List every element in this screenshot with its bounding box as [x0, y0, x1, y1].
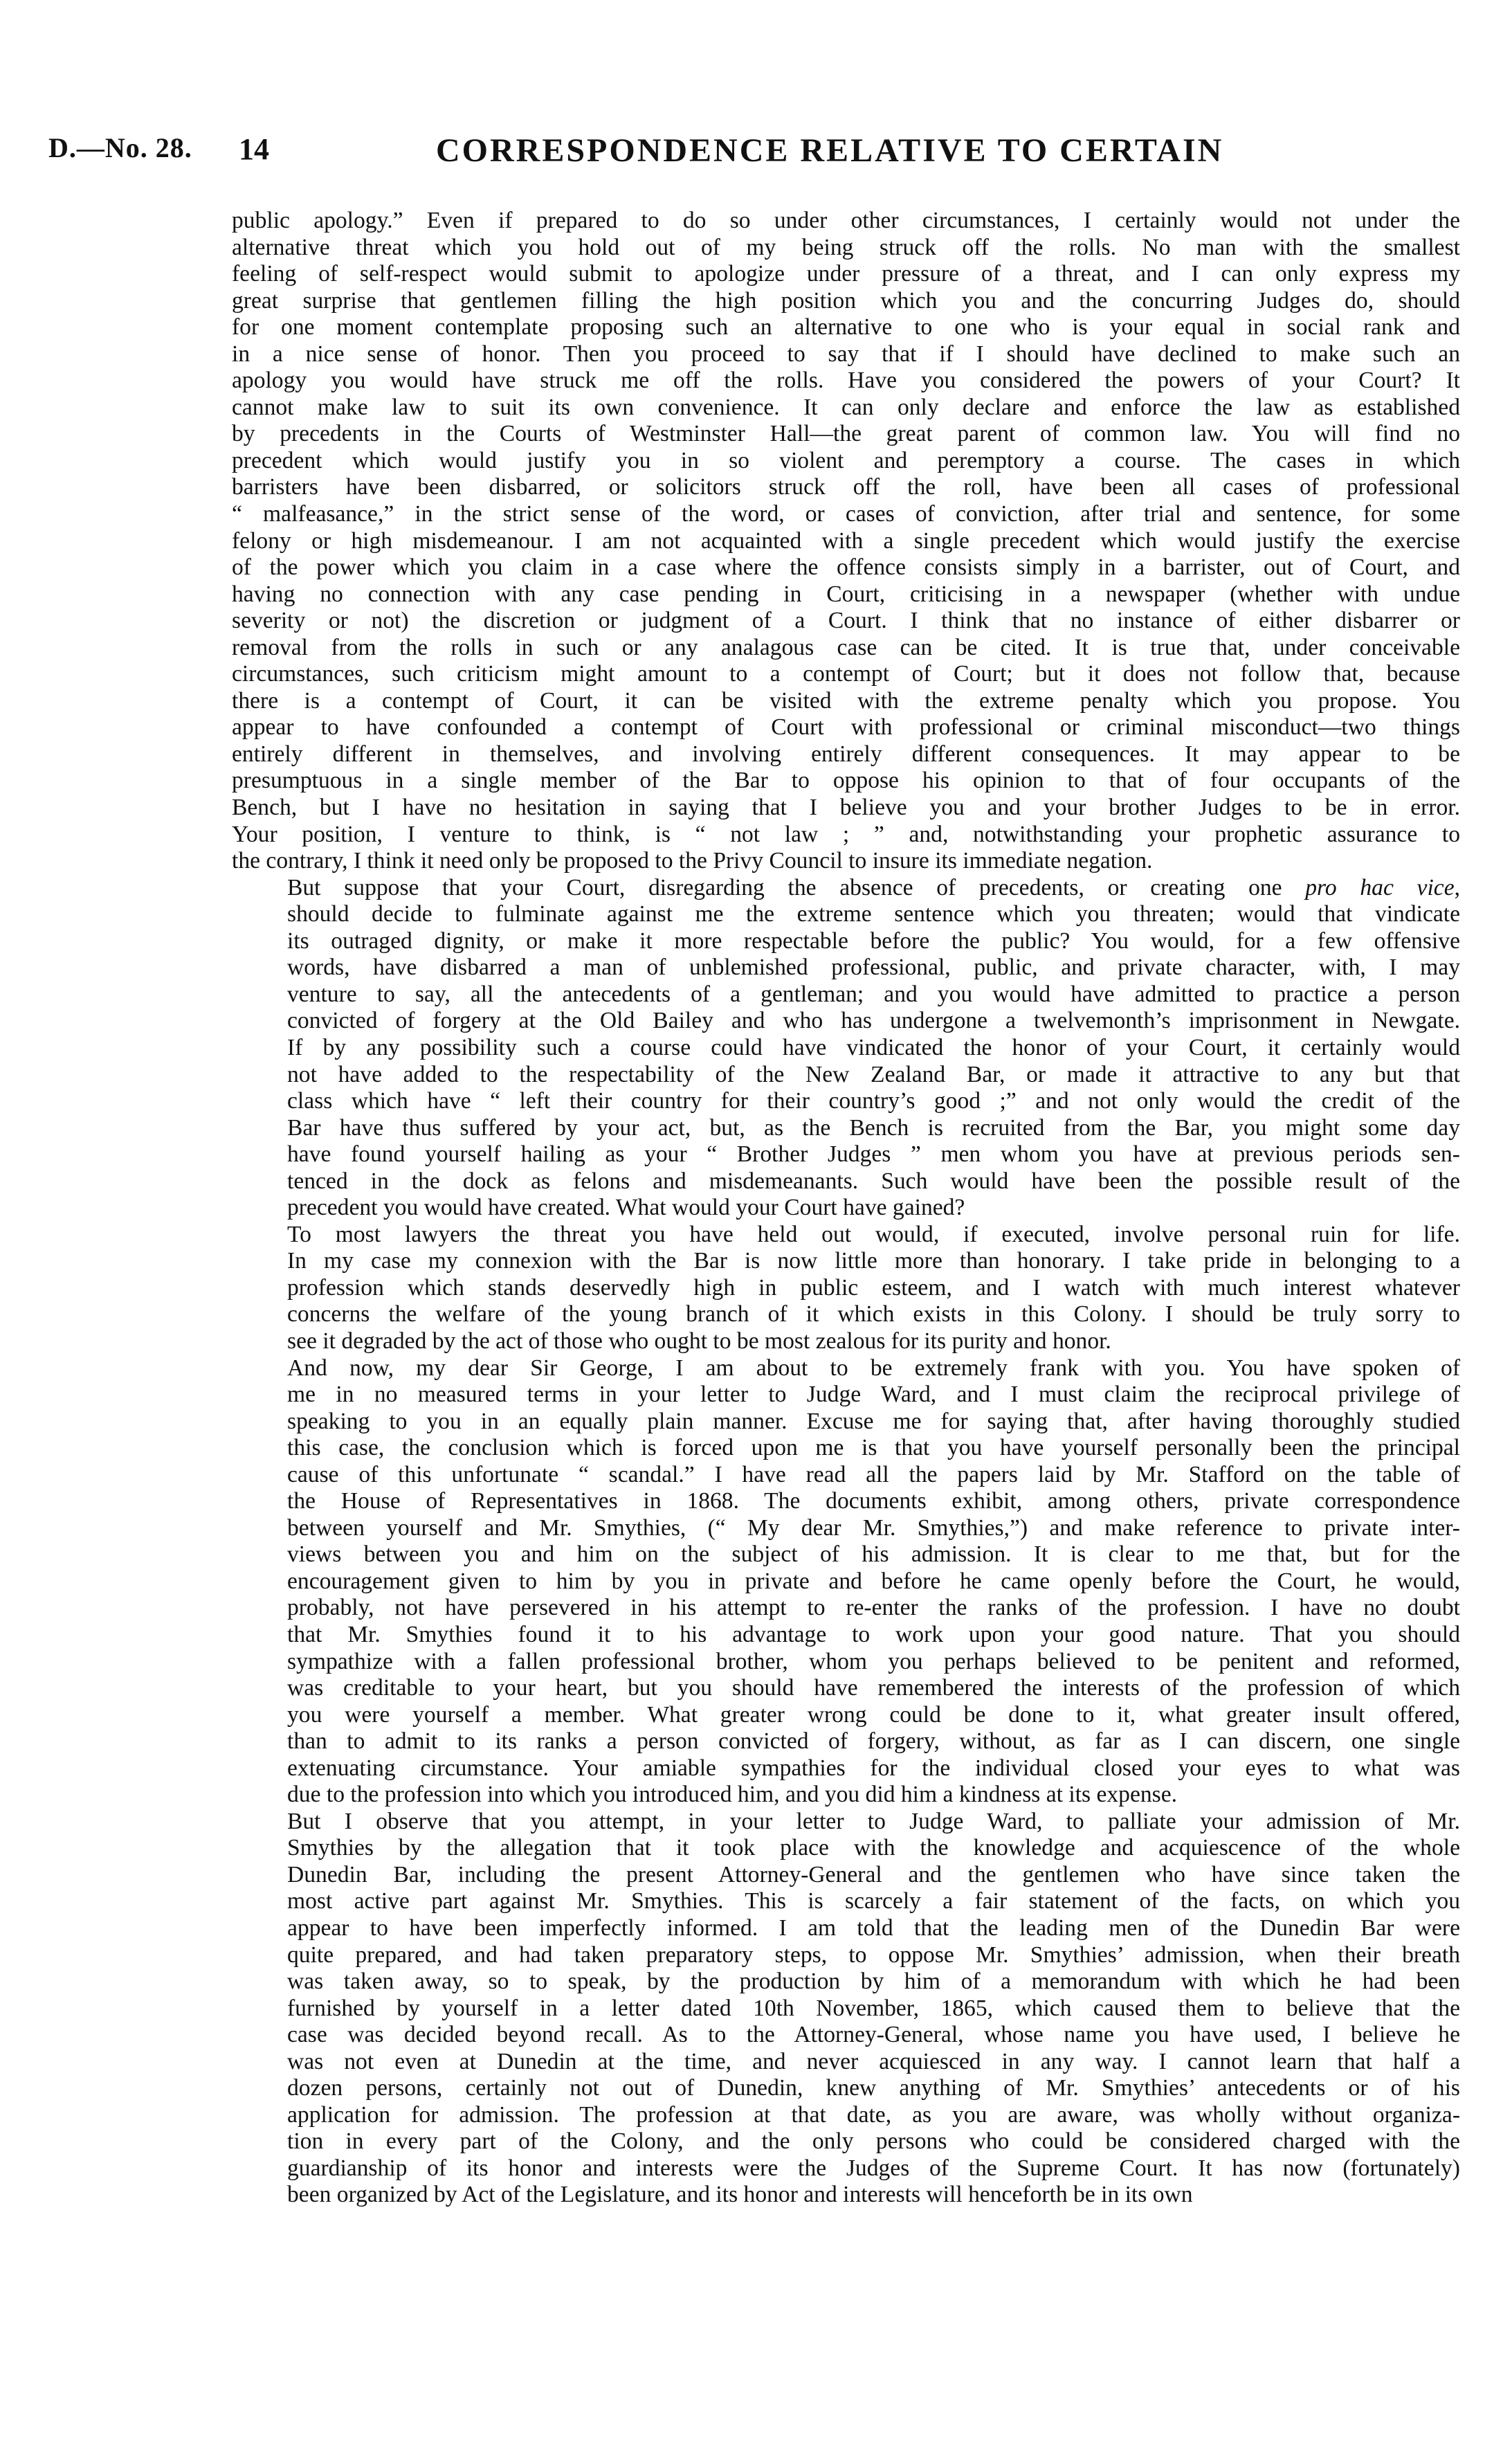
- text-line: was creditable to your heart, but you should have remembered the interests of the profession of which: [287, 1675, 1460, 1701]
- text-line: me in no measured terms in your letter to Judge Ward, and I must claim the reciprocal privilege of: [287, 1382, 1460, 1408]
- paragraph: [232, 1809, 1460, 2209]
- text-line: its outraged dignity, or make it more respectable before the public? You would, for a few offensive: [287, 927, 1460, 954]
- paragraph: [232, 1222, 1460, 1355]
- text-line: tenced in the dock as felons and misdemeanants. Such would have been the possible result of the: [287, 1168, 1460, 1194]
- text-line: severity or not) the discretion or judgment of a Court. I think that no instance of either disbarrer or: [232, 608, 1460, 634]
- text-line: precedent you would have created. What would your Court have gained?: [287, 1195, 965, 1221]
- text-line: of the power which you claim in a case where the offence consists simply in a barrister, out of Court, and: [232, 554, 1460, 581]
- text-line: Bench, but I have no hesitation in saying that I believe you and your brother Judges to be in error.: [232, 795, 1460, 821]
- text-line: was not even at Dunedin at the time, and never acquiesced in any way. I cannot learn that half a: [287, 2048, 1460, 2074]
- document-reference: D.—No. 28.: [48, 132, 192, 163]
- text-line: Dunedin Bar, including the present Attorney-General and the gentlemen who have since taken the: [287, 1861, 1460, 1888]
- text-line: “ malfeasance,” in the strict sense of the word, or cases of conviction, after trial and sentence, for some: [232, 501, 1460, 527]
- text-line: quite prepared, and had taken preparatory steps, to oppose Mr. Smythies’ admission, when their breath: [287, 1941, 1460, 1968]
- text-line: you were yourself a member. What greater wrong could be done to it, what greater insult offered,: [287, 1701, 1460, 1728]
- text-line: entirely different in themselves, and involving entirely different consequences. It may appear to be: [232, 741, 1460, 767]
- text-line: In my case my connexion with the Bar is now little more than honorary. I take pride in belonging to a: [287, 1248, 1460, 1274]
- text-line: the House of Representatives in 1868. The documents exhibit, among others, private correspondence: [287, 1488, 1460, 1514]
- text-line: due to the profession into which you introduced him, and you did him a kindness at its expense.: [287, 1782, 1178, 1808]
- text-line: Bar have thus suffered by your act, but, as the Bench is recruited from the Bar, you might some day: [287, 1114, 1460, 1141]
- text-line: But I observe that you attempt, in your letter to Judge Ward, to palliate your admission of Mr.: [287, 1808, 1460, 1834]
- text-line: class which have “ left their country for their country’s good ;” and not only would the credit of the: [287, 1088, 1460, 1114]
- text-line: between yourself and Mr. Smythies, (“ My dear Mr. Smythies,”) and make reference to private inter-: [287, 1514, 1460, 1541]
- text-line: probably, not have persevered in his attempt to re-enter the ranks of the profession. I have no doubt: [287, 1595, 1460, 1621]
- text-line: guardianship of its honor and interests were the Judges of the Supreme Court. It has now (fortunately): [287, 2155, 1460, 2181]
- text-line: convicted of forgery at the Old Bailey and who has undergone a twelvemonth’s imprisonment in Newgate.: [287, 1008, 1460, 1034]
- text-line: public apology.” Even if prepared to do so under other circumstances, I certainly would not under the: [232, 208, 1460, 233]
- page-number: 14: [239, 132, 269, 166]
- text-line: sympathize with a fallen professional brother, whom you perhaps believed to be penitent and reformed,: [287, 1648, 1460, 1674]
- text-line: encouragement given to him by you in private and before he came openly before the Court, he would,: [287, 1568, 1460, 1594]
- text-line: in a nice sense of honor. Then you proceed to say that if I should have declined to make such an: [232, 341, 1460, 367]
- paragraph: [232, 208, 1460, 875]
- text-line: views between you and him on the subject of his admission. It is clear to me that, but for the: [287, 1541, 1460, 1568]
- text-line: dozen persons, certainly not out of Dunedin, knew anything of Mr. Smythies’ antecedents or of his: [287, 2075, 1460, 2101]
- text-line: To most lawyers the threat you have held out would, if executed, involve personal ruin for life.: [287, 1221, 1460, 1247]
- text-line: have found yourself hailing as your “ Brother Judges ” men whom you have at previous periods sen-: [287, 1141, 1460, 1168]
- text-line: Your position, I venture to think, is “ not law ; ” and, notwithstanding your prophetic assurance to: [232, 821, 1460, 847]
- text-line: furnished by yourself in a letter dated 10th November, 1865, which caused them to believe that the: [287, 1995, 1460, 2021]
- text-line: application for admission. The profession at that date, as you are aware, was wholly without organiza-: [287, 2101, 1460, 2128]
- text-line: circumstances, such criticism might amount to a contempt of Court; but it does not follow that, because: [232, 661, 1460, 687]
- text-line: alternative threat which you hold out of my being struck off the rolls. No man with the smallest: [232, 234, 1460, 260]
- text-line: the contrary, I think it need only be proposed to the Privy Council to insure its immediate negation.: [232, 848, 1153, 874]
- text-line: removal from the rolls in such or any analagous case can be cited. It is true that, under conceivable: [232, 634, 1460, 660]
- text-line: speaking to you in an equally plain manner. Excuse me for saying that, after having thoroughly studied: [287, 1408, 1460, 1434]
- text-line: profession which stands deservedly high in public esteem, and I watch with much interest whatever: [287, 1274, 1460, 1301]
- text-line: cause of this unfortunate “ scandal.” I have read all the papers laid by Mr. Stafford on the table of: [287, 1461, 1460, 1487]
- text-line: presumptuous in a single member of the Bar to oppose his opinion to that of four occupants of the: [232, 768, 1460, 794]
- text-line: apology you would have struck me off the rolls. Have you considered the powers of your Court? It: [232, 368, 1460, 394]
- text-line: having no connection with any case pending in Court, criticising in a newspaper (whether with undue: [232, 581, 1460, 607]
- text-line: see it degraded by the act of those who ought to be most zealous for its purity and honor.: [287, 1328, 1111, 1354]
- running-title: CORRESPONDENCE RELATIVE TO CERTAIN: [436, 132, 1224, 169]
- text-line: this case, the conclusion which is forced upon me is that you have yourself personally been the principal: [287, 1435, 1460, 1461]
- text-line: barristers have been disbarred, or solicitors struck off the roll, have been all cases of professional: [232, 474, 1460, 500]
- text-line: by precedents in the Courts of Westminster Hall—the great parent of common law. You will find no: [232, 421, 1460, 447]
- text-line: should decide to fulminate against me the extreme sentence which you threaten; would that vindicate: [287, 901, 1460, 927]
- text-line: concerns the welfare of the young branch of it which exists in this Colony. I should be truly sorry to: [287, 1301, 1460, 1328]
- page-header: [48, 132, 1488, 180]
- text-line: not have added to the respectability of the New Zealand Bar, or made it attractive to any but that: [287, 1061, 1460, 1087]
- text-line: that Mr. Smythies found it to his advantage to work upon your good nature. That you should: [287, 1621, 1460, 1647]
- text-line: feeling of self-respect would submit to apologize under pressure of a threat, and I can only express my: [232, 261, 1460, 287]
- text-line: precedent which would justify you in so violent and peremptory a course. The cases in which: [232, 447, 1460, 473]
- text-line: Smythies by the allegation that it took place with the knowledge and acquiescence of the whole: [287, 1835, 1460, 1861]
- text-line: appear to have been imperfectly informed. I am told that the leading men of the Dunedin Bar were: [287, 1915, 1460, 1941]
- paragraph: [232, 875, 1460, 1222]
- text-line: most active part against Mr. Smythies. This is scarcely a fair statement of the facts, on which you: [287, 1888, 1460, 1915]
- text-line: tion in every part of the Colony, and the only persons who could be considered charged with the: [287, 2128, 1460, 2155]
- text-line: was taken away, so to speak, by the production by him of a memorandum with which he had been: [287, 1968, 1460, 1995]
- text-line: for one moment contemplate proposing such an alternative to one who is your equal in social rank and: [232, 314, 1460, 341]
- text-line: case was decided beyond recall. As to the Attorney-General, whose name you have used, I believe he: [287, 2022, 1460, 2048]
- text-line: If by any possibility such a course could have vindicated the honor of your Court, it certainly would: [287, 1034, 1460, 1060]
- text-line: And now, my dear Sir George, I am about to be extremely frank with you. You have spoken of: [287, 1355, 1460, 1381]
- document-body: [232, 208, 1460, 2209]
- text-line: than to admit to its ranks a person convicted of forgery, without, as far as I can discern, one single: [287, 1728, 1460, 1755]
- text-line: words, have disbarred a man of unblemished professional, public, and private character, with, I may: [287, 954, 1460, 981]
- text-line: felony or high misdemeanour. I am not acquainted with a single precedent which would justify the exercise: [232, 527, 1460, 554]
- text-line: great surprise that gentlemen filling the high position which you and the concurring Judges do, should: [232, 287, 1460, 314]
- text-line: been organized by Act of the Legislature, and its honor and interests will henceforth be in its own: [287, 2182, 1193, 2208]
- text-line: But suppose that your Court, disregarding the absence of precedents, or creating one pro hac vice,: [287, 874, 1460, 900]
- text-line: cannot make law to suit its own convenience. It can only declare and enforce the law as established: [232, 394, 1460, 420]
- text-line: appear to have confounded a contempt of Court with professional or criminal misconduct—two things: [232, 714, 1460, 741]
- text-line: extenuating circumstance. Your amiable sympathies for the individual closed your eyes to what was: [287, 1755, 1460, 1781]
- text-line: venture to say, all the antecedents of a gentleman; and you would have admitted to practice a person: [287, 981, 1460, 1007]
- text-line: there is a contempt of Court, it can be visited with the extreme penalty which you propose. You: [232, 687, 1460, 714]
- paragraph: [232, 1355, 1460, 1809]
